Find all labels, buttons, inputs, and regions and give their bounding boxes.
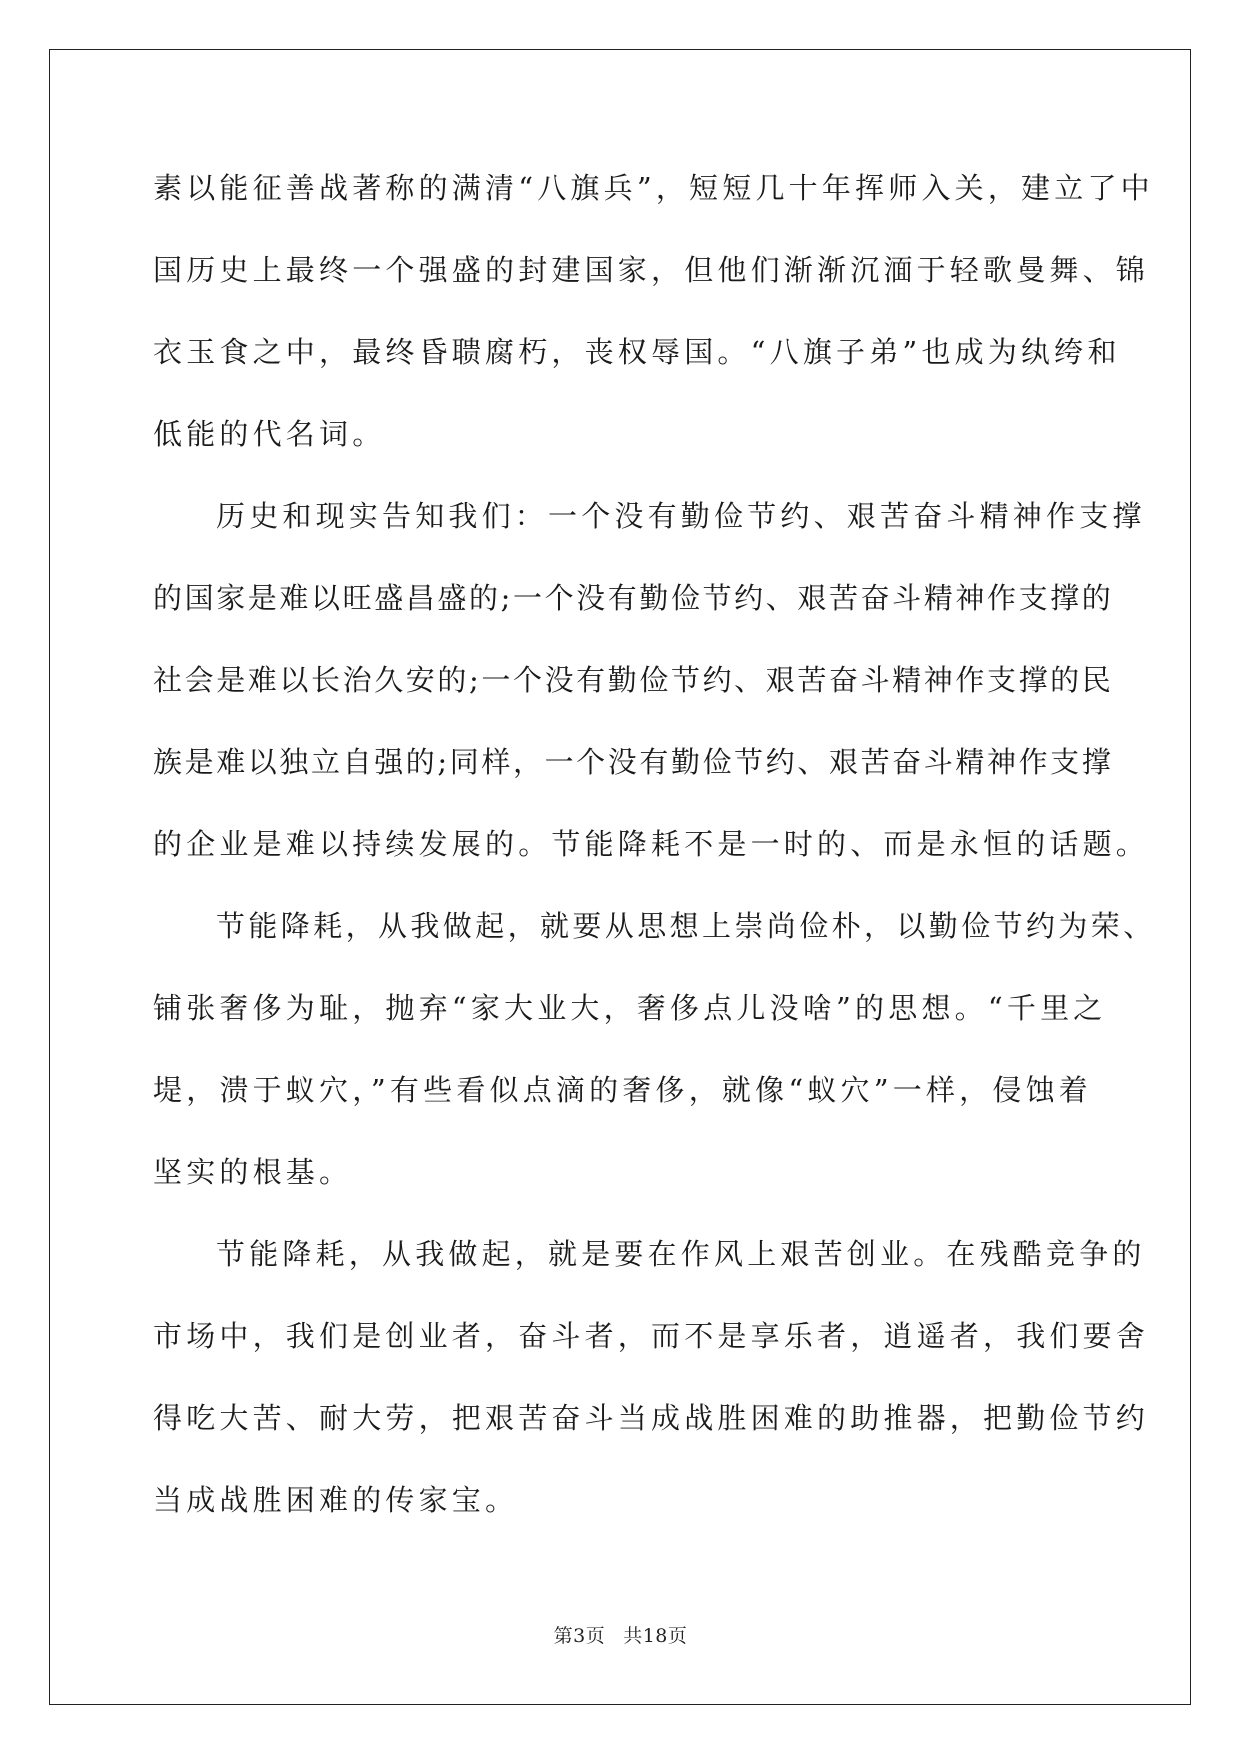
paragraph-line: 低能的代名词。 xyxy=(153,417,386,451)
page-total: 共18页 xyxy=(623,1625,688,1647)
page-footer xyxy=(0,1624,1241,1648)
paragraph-line: 的企业是难以持续发展的。节能降耗不是一时的、而是永恒的话题。 xyxy=(153,827,1150,861)
paragraph-line: 铺张奢侈为耻，抛弃“家大业大，奢侈点儿没啥”的思想。“千里之 xyxy=(153,991,1107,1025)
paragraph-line: 历史和现实告知我们：一个没有勤俭节约、艰苦奋斗精神作支撑 xyxy=(216,499,1146,533)
paragraph-line: 堤，溃于蚁穴，”有些看似点滴的奢侈，就像“蚁穴”一样，侵蚀着 xyxy=(153,1073,1092,1107)
paragraph-line: 节能降耗，从我做起，就要从思想上崇尚俭朴，以勤俭节约为荣、 xyxy=(216,909,1156,943)
paragraph-line: 国历史上最终一个强盛的封建国家，但他们渐渐沉湎于轻歌曼舞、锦 xyxy=(153,253,1150,287)
paragraph-line: 族是难以独立自强的;同样，一个没有勤俭节约、艰苦奋斗精神作支撑 xyxy=(153,745,1114,779)
paragraph-line: 节能降耗，从我做起，就是要在作风上艰苦创业。在残酷竞争的 xyxy=(216,1237,1146,1271)
paragraph-line: 得吃大苦、耐大劳，把艰苦奋斗当成战胜困难的助推器，把勤俭节约 xyxy=(153,1401,1150,1435)
paragraph-line: 素以能征善战著称的满清“八旗兵”，短短几十年挥师入关，建立了中 xyxy=(153,171,1154,205)
paragraph-line: 坚实的根基。 xyxy=(153,1155,353,1189)
paragraph-line: 市场中，我们是创业者，奋斗者，而不是享乐者，逍遥者，我们要舍 xyxy=(153,1319,1150,1353)
page-number: 第3页 xyxy=(553,1625,606,1647)
paragraph-line: 社会是难以长治久安的;一个没有勤俭节约、艰苦奋斗精神作支撑的民 xyxy=(153,663,1114,697)
paragraph-line: 当成战胜困难的传家宝。 xyxy=(153,1483,519,1517)
paragraph-line: 的国家是难以旺盛昌盛的;一个没有勤俭节约、艰苦奋斗精神作支撑的 xyxy=(153,581,1114,615)
page-border xyxy=(49,49,1191,1705)
paragraph-line: 衣玉食之中，最终昏聩腐朽，丧权辱国。“八旗子弟”也成为纨绔和 xyxy=(153,335,1121,369)
